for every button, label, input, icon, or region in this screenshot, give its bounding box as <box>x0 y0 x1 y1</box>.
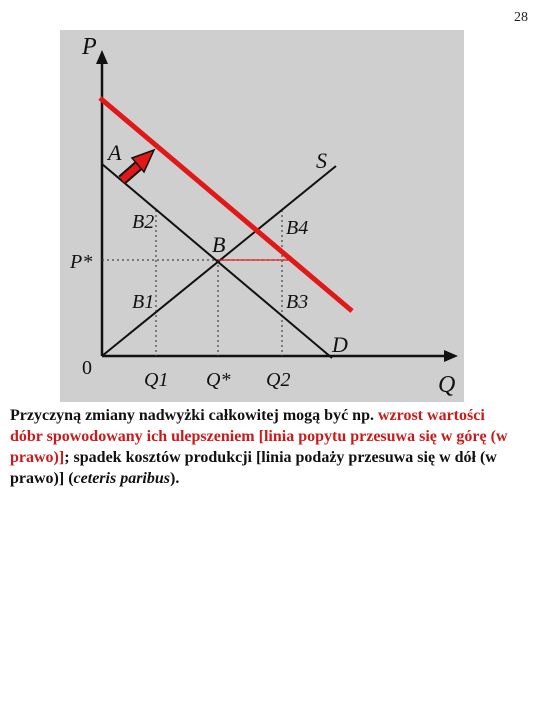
y-axis-label: P <box>82 34 97 60</box>
caption-demand-shift: wzrost wartości dóbr spowodowany ich ulepszeniem [linia popytu przesuwa się w górę (w prawo)] <box>10 407 508 466</box>
point-b2-label: B2 <box>132 211 155 233</box>
supply-label: S <box>316 148 327 173</box>
point-b1-label: B1 <box>132 291 155 313</box>
diagram-background <box>60 30 464 402</box>
point-b4-label: B4 <box>286 217 309 239</box>
demand-label: D <box>332 332 348 357</box>
q1-label: Q1 <box>144 369 169 391</box>
caption-supply-shift: ; spadek kosztów produkcji [linia podaży przesuwa się w dół (w prawo)] ( <box>10 449 497 487</box>
page-number: 28 <box>514 10 528 25</box>
x-axis-label: Q <box>438 372 456 398</box>
caption-end: ). <box>170 470 180 487</box>
supply-demand-diagram <box>60 30 470 402</box>
diagram-canvas <box>60 30 470 402</box>
point-b-label: B <box>212 232 226 257</box>
q-star-label: Q* <box>206 369 231 391</box>
q2-label: Q2 <box>266 369 291 391</box>
origin-label: 0 <box>82 357 92 379</box>
point-a-label: A <box>108 140 122 165</box>
point-b3-label: B3 <box>286 291 309 313</box>
caption-ceteris-paribus: ceteris paribus <box>73 470 170 487</box>
p-star-label: P* <box>70 251 93 273</box>
caption <box>10 405 520 489</box>
caption-intro: Przyczyną zmiany nadwyżki całkowitej mogą być np. <box>10 407 378 424</box>
